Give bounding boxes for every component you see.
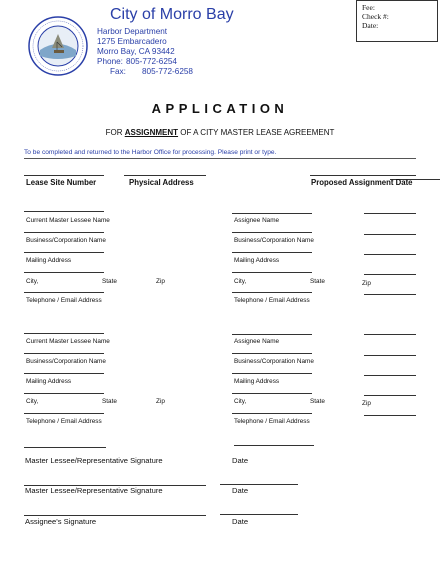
- phone-email-label: Telephone / Email Address: [26, 418, 102, 425]
- lessee-name-line[interactable]: [24, 211, 104, 212]
- assignee-business-line[interactable]: [232, 353, 312, 354]
- date-line-3[interactable]: [220, 514, 298, 515]
- date-label: Date:: [362, 21, 379, 30]
- assignee-mailing-extra-line[interactable]: [364, 254, 416, 255]
- assignee-city-extra-line[interactable]: [364, 395, 416, 396]
- office-use-box: [356, 0, 438, 42]
- city-label: City,: [26, 278, 39, 285]
- mailing-line[interactable]: [24, 252, 104, 253]
- assignee-city-extra-line[interactable]: [364, 274, 416, 275]
- physical-address-label: Physical Address: [129, 178, 194, 187]
- lessee-signature-label-2: Master Lessee/Representative Signature: [25, 486, 163, 495]
- lessee-name-label: Current Master Lessee Name: [26, 338, 110, 345]
- assignee-phone-line[interactable]: [232, 292, 312, 293]
- business-line[interactable]: [24, 353, 104, 354]
- phone-email-label: Telephone / Email Address: [26, 297, 102, 304]
- zip-label: Zip: [156, 398, 165, 405]
- assignee-business-line[interactable]: [232, 232, 312, 233]
- assignee-mailing-line[interactable]: [232, 373, 312, 374]
- city-title: City of Morro Bay: [110, 6, 234, 23]
- fax-label: Fax:: [110, 67, 126, 76]
- signature-date-label-2: Date: [232, 486, 249, 495]
- phone-value: 805-772-6254: [126, 57, 177, 66]
- business-label: Business/Corporation Name: [26, 358, 106, 365]
- assignee-mailing-line[interactable]: [232, 252, 312, 253]
- assignee-mailing-extra-line[interactable]: [364, 375, 416, 376]
- assignee-zip-label: Zip: [362, 400, 371, 407]
- assignee-name-label: Assignee Name: [234, 338, 280, 345]
- signature-line-3[interactable]: [24, 515, 206, 516]
- assignee-name-label: Assignee Name: [234, 217, 280, 224]
- lessee-signature-label: Master Lessee/Representative Signature: [25, 456, 163, 465]
- date-line-2[interactable]: [220, 484, 298, 485]
- lease-site-line[interactable]: [24, 175, 104, 176]
- lease-site-number-label: Lease Site Number: [26, 178, 97, 187]
- lessee-name-label: Current Master Lessee Name: [26, 217, 110, 224]
- assignee-name-line[interactable]: [232, 213, 312, 214]
- assignee-mailing-label: Mailing Address: [234, 378, 280, 385]
- assignee-business-label: Business/Corporation Name: [234, 358, 314, 365]
- city-state-zip: Morro Bay, CA 93442: [97, 47, 175, 56]
- form-subtitle: FOR ASSIGNMENT OF A CITY MASTER LEASE AGREEMENT: [105, 128, 335, 137]
- proposed-assignment-date-label: Proposed Assignment Date: [311, 178, 413, 187]
- department-name: Harbor Department: [97, 27, 168, 36]
- city-line[interactable]: [24, 272, 104, 273]
- assignee-state-label: State: [310, 398, 325, 405]
- business-line[interactable]: [24, 232, 104, 233]
- phone-label: Phone:: [97, 57, 123, 66]
- fee-label: Fee:: [362, 3, 375, 12]
- assignee-mailing-label: Mailing Address: [234, 257, 280, 264]
- phone-line[interactable]: [24, 413, 104, 414]
- assignee-phone-email-label: Telephone / Email Address: [234, 418, 310, 425]
- assignee-city-line[interactable]: [232, 393, 312, 394]
- lessee-name-line[interactable]: [24, 333, 104, 334]
- state-label: State: [102, 278, 117, 285]
- assignee-extra-line[interactable]: [364, 213, 416, 214]
- assignee-extra-line[interactable]: [364, 334, 416, 335]
- assignee-business-extra-line[interactable]: [364, 234, 416, 235]
- city-seal-logo: [28, 16, 88, 76]
- assignee-business-extra-line[interactable]: [364, 355, 416, 356]
- physical-address-line[interactable]: [124, 175, 206, 176]
- assignee-city-line[interactable]: [232, 272, 312, 273]
- fax-value: 805-772-6258: [142, 67, 193, 76]
- assignee-phone-email-label: Telephone / Email Address: [234, 297, 310, 304]
- assignee-state-label: State: [310, 278, 325, 285]
- divider: [24, 158, 416, 159]
- city-line[interactable]: [24, 393, 104, 394]
- assignee-signature-date-label: Date: [232, 517, 249, 526]
- assignee-zip-label: Zip: [362, 280, 371, 287]
- mailing-line[interactable]: [24, 373, 104, 374]
- proposed-date-line[interactable]: [310, 175, 416, 176]
- signature-date-label: Date: [232, 456, 249, 465]
- signature-line-1[interactable]: [24, 447, 106, 448]
- mailing-label: Mailing Address: [26, 378, 72, 385]
- assignee-phone-extra-line[interactable]: [364, 415, 416, 416]
- business-label: Business/Corporation Name: [26, 237, 106, 244]
- assignee-phone-extra-line[interactable]: [364, 294, 416, 295]
- mailing-label: Mailing Address: [26, 257, 72, 264]
- assignee-signature-label: Assignee's Signature: [25, 517, 97, 526]
- assignee-phone-line[interactable]: [232, 413, 312, 414]
- zip-label: Zip: [156, 278, 165, 285]
- phone-line[interactable]: [24, 292, 104, 293]
- state-label: State: [102, 398, 117, 405]
- check-number-label: Check #:: [362, 12, 389, 21]
- city-label: City,: [26, 398, 39, 405]
- assignee-city-label: City,: [234, 278, 247, 285]
- form-title: APPLICATION: [151, 101, 289, 116]
- assignee-name-line[interactable]: [232, 334, 312, 335]
- date-line-1[interactable]: [234, 445, 314, 446]
- instructions: To be completed and returned to the Harbor Office for processing. Please print or type.: [24, 149, 277, 156]
- assignee-city-label: City,: [234, 398, 247, 405]
- street-address: 1275 Embarcadero: [97, 37, 167, 46]
- assignee-business-label: Business/Corporation Name: [234, 237, 314, 244]
